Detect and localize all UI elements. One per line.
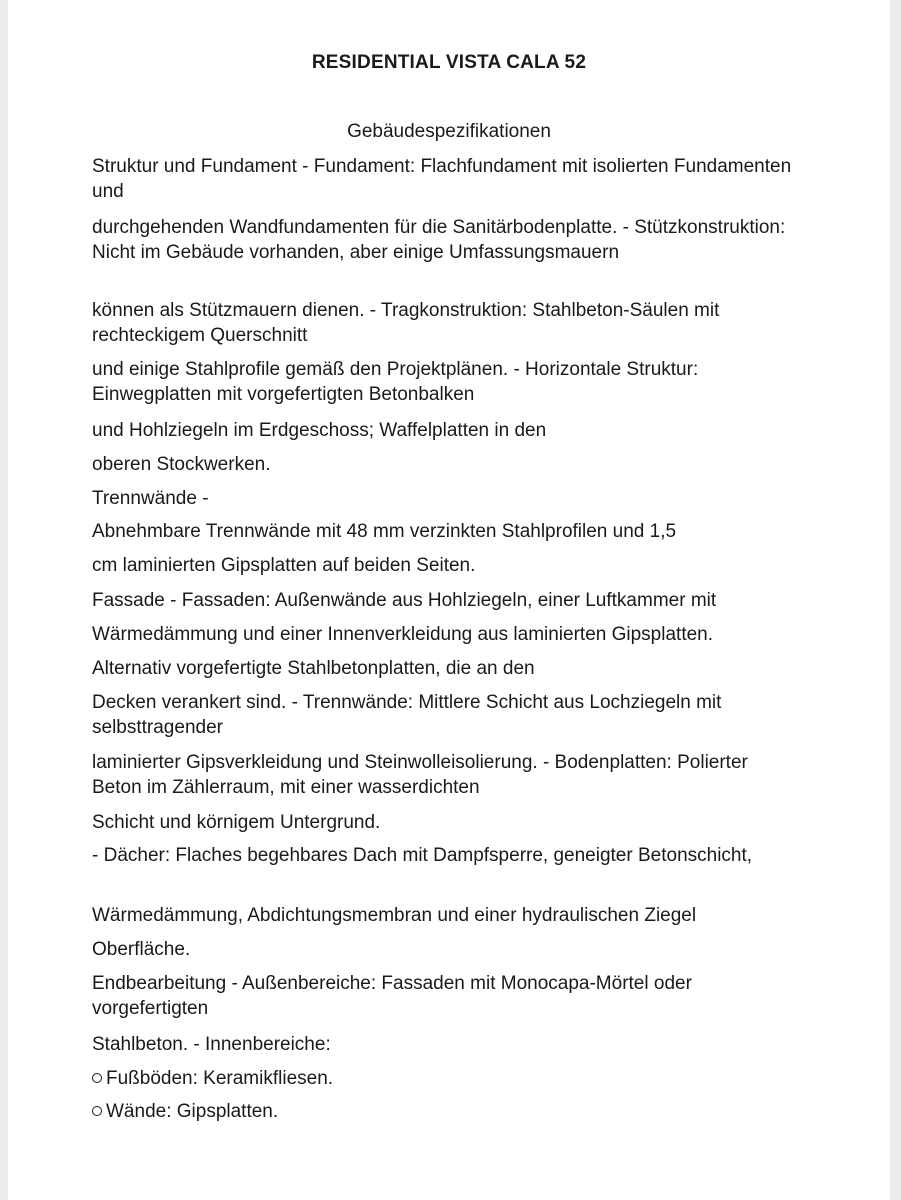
paragraph: Struktur und Fundament - Fundament: Flachfundament mit isolierten Fundamenten und	[92, 156, 792, 202]
paragraph: und einige Stahlprofile gemäß den Projektplänen. - Horizontale Struktur: Einwegplatten mit vorgefertigten Betonbalken	[92, 359, 699, 405]
paragraph: Schicht und körnigem Untergrund.	[92, 812, 381, 833]
paragraph: oberen Stockwerken.	[92, 454, 271, 475]
circle-bullet-icon	[92, 1073, 102, 1083]
paragraph: Fassade - Fassaden: Außenwände aus Hohlziegeln, einer Luftkammer mit	[92, 590, 717, 611]
paragraph: - Dächer: Flaches begehbares Dach mit Dampfsperre, geneigter Betonschicht,	[92, 845, 753, 866]
paragraph: Oberfläche.	[92, 939, 191, 960]
paragraph: Wärmedämmung und einer Innenverkleidung aus laminierten Gipsplatten.	[92, 624, 714, 645]
document-page	[8, 0, 890, 1200]
paragraph: Abnehmbare Trennwände mit 48 mm verzinkten Stahlprofilen und 1,5	[92, 521, 677, 542]
bullet-item	[92, 1099, 792, 1124]
paragraph: Wärmedämmung, Abdichtungsmembran und einer hydraulischen Ziegel	[92, 905, 697, 926]
paragraph: können als Stützmauern dienen. - Tragkonstruktion: Stahlbeton-Säulen mit rechteckigem Querschnitt	[92, 300, 720, 346]
paragraph: Stahlbeton. - Innenbereiche:	[92, 1034, 331, 1055]
document-title: RESIDENTIAL VISTA CALA 52	[311, 52, 587, 73]
document-subtitle: Gebäudespezifikationen	[347, 121, 551, 142]
bullet-text: Wände: Gipsplatten.	[106, 1101, 279, 1122]
paragraph: Alternativ vorgefertigte Stahlbetonplatten, die an den	[92, 658, 535, 679]
paragraph: Endbearbeitung - Außenbereiche: Fassaden mit Monocapa-Mörtel oder vorgefertigten	[92, 973, 692, 1019]
paragraph: laminierter Gipsverkleidung und Steinwolleisolierung. - Bodenplatten: Polierter Beton im Zählerraum, mit einer wasserdichten	[92, 752, 748, 798]
bullet-item	[92, 1066, 792, 1091]
bullet-text: Fußböden: Keramikfliesen.	[106, 1068, 334, 1089]
paragraph: durchgehenden Wandfundamenten für die Sanitärbodenplatte. - Stützkonstruktion: Nicht im Gebäude vorhanden, aber einige Umfassungsmauern	[92, 217, 786, 263]
paragraph: Decken verankert sind. - Trennwände: Mittlere Schicht aus Lochziegeln mit selbsttragender	[92, 692, 722, 738]
paragraph: und Hohlziegeln im Erdgeschoss; Waffelplatten in den	[92, 420, 547, 441]
paragraph: cm laminierten Gipsplatten auf beiden Seiten.	[92, 555, 476, 576]
circle-bullet-icon	[92, 1106, 102, 1116]
paragraph: Trennwände -	[92, 488, 209, 509]
